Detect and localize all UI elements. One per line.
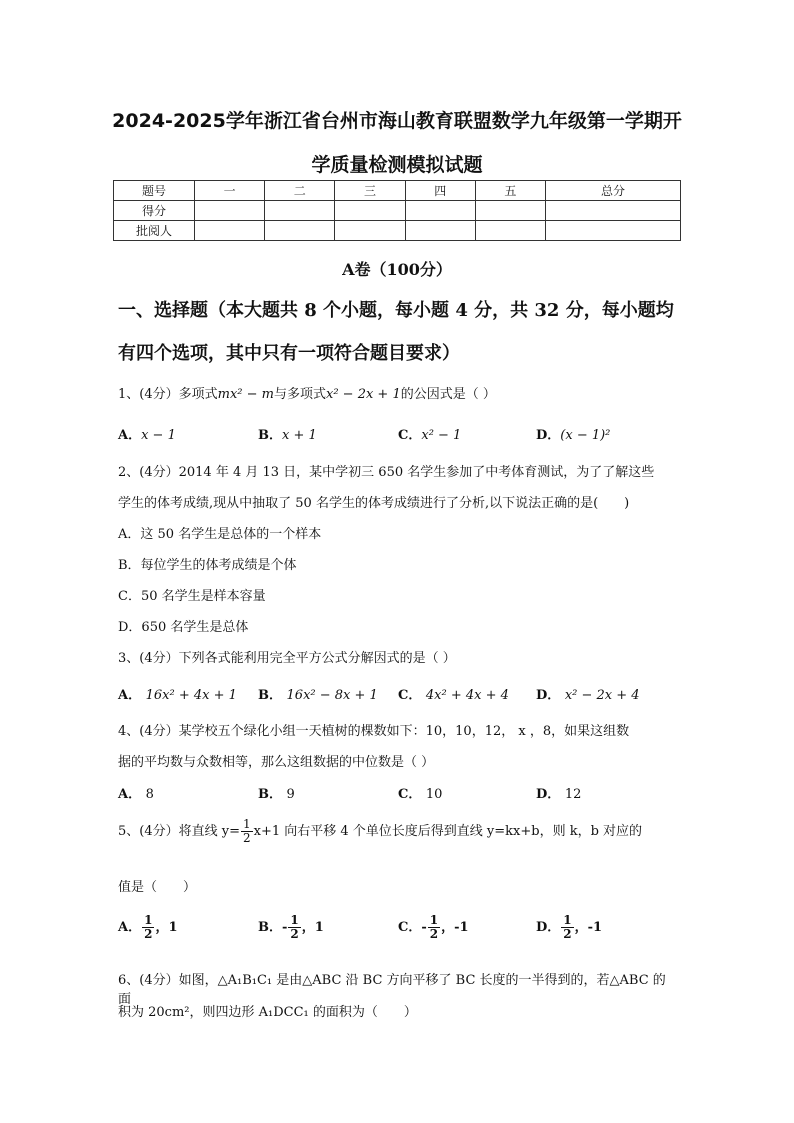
exam-title-line2: 学质量检测模拟试题 — [311, 154, 483, 176]
volume-heading: A卷（100分） — [342, 260, 452, 279]
q2-option-b[interactable]: B．每位学生的体考成绩是个体 — [118, 558, 297, 573]
q2-option-a[interactable]: A．这 50 名学生是总体的一个样本 — [118, 527, 322, 542]
fraction-one-half: $\frac{1}{2}$ — [242, 817, 251, 845]
q1-option-c[interactable]: C．x² − 1 — [398, 428, 462, 443]
score-cell — [546, 221, 681, 241]
section-heading-line1: 一、选择题（本大题共 8 个小题，每小题 4 分，共 32 分，每小题均 — [118, 300, 674, 321]
q1-option-a[interactable]: A．x − 1 — [118, 428, 176, 443]
question-4-line1: 4、(4分）某学校五个绿化小组一天植树的棵数如下：10，10，12， x ，8，如果这组数 — [118, 724, 630, 739]
score-table-row — [114, 201, 681, 221]
question-2-line2: 学生的体考成绩,现从中抽取了 50 名学生的体考成绩进行了分析,以下说法正确的是( ) — [118, 496, 630, 511]
q1-option-d[interactable]: D．(x − 1)² — [536, 428, 611, 443]
score-cell — [405, 201, 475, 221]
q2-option-d[interactable]: D．650 名学生是总体 — [118, 620, 249, 635]
score-cell — [335, 221, 405, 241]
score-cell — [195, 201, 265, 221]
question-3-stem: 3、(4分）下列各式能利用完全平方公式分解因式的是（ ） — [118, 651, 456, 666]
score-cell — [405, 221, 475, 241]
header-cell: 三 — [335, 181, 405, 201]
question-5-line1: 5、(4分）将直线 y= $\frac{1}{2}$ x+1 向右平移 4 个单位长度后得到直线 y=kx+b，则 k，b 对应的 — [118, 817, 643, 845]
section-heading-line2: 有四个选项，其中只有一项符合题目要求） — [118, 343, 460, 364]
q4-option-d[interactable]: D． 12 — [536, 787, 582, 802]
q1-option-b[interactable]: B．x + 1 — [258, 428, 317, 443]
header-cell: 题号 — [114, 181, 195, 201]
q3-option-c[interactable]: C． 4x² + 4x + 4 — [398, 688, 509, 703]
q5-option-b[interactable]: B．- $\frac{1}{2}$ ，1 — [258, 913, 324, 941]
score-cell — [546, 201, 681, 221]
score-table — [113, 180, 681, 241]
score-cell — [265, 201, 335, 221]
question-6-line1: 6、(4分）如图，△A₁B₁C₁ 是由△ABC 沿 BC 方向平移了 BC 长度的一半得到的，若△ABC 的面 — [118, 973, 666, 1007]
question-4-line2: 据的平均数与众数相等，那么这组数据的中位数是（ ） — [118, 755, 435, 770]
q4-option-a[interactable]: A． 8 — [118, 787, 154, 802]
q5-option-d[interactable]: D． $\frac{1}{2}$ ，-1 — [536, 913, 603, 941]
question-2-line1: 2、(4分）2014 年 4 月 13 日，某中学初三 650 名学生参加了中考体育测试，为了了解这些 — [118, 465, 655, 480]
header-cell: 五 — [475, 181, 545, 201]
score-table-header-row — [114, 181, 681, 201]
q3-option-b[interactable]: B． 16x² − 8x + 1 — [258, 688, 378, 703]
exam-title-line1: 2024-2025学年浙江省台州市海山教育联盟数学九年级第一学期开 — [112, 110, 682, 132]
score-cell — [265, 221, 335, 241]
score-table-row — [114, 221, 681, 241]
header-cell: 二 — [265, 181, 335, 201]
q5-option-c[interactable]: C．- $\frac{1}{2}$ ，-1 — [398, 913, 469, 941]
score-cell — [335, 201, 405, 221]
row-label: 批阅人 — [114, 221, 195, 241]
q3-option-a[interactable]: A． 16x² + 4x + 1 — [118, 688, 237, 703]
score-cell — [195, 221, 265, 241]
q5-option-a[interactable]: A． $\frac{1}{2}$ ，1 — [118, 913, 178, 941]
q4-option-b[interactable]: B． 9 — [258, 787, 295, 802]
header-cell: 四 — [405, 181, 475, 201]
q4-option-c[interactable]: C． 10 — [398, 787, 443, 802]
score-cell — [475, 221, 545, 241]
score-cell — [475, 201, 545, 221]
question-1-stem: 1、(4分）多项式mx² − m与多项式x² − 2x + 1的公因式是（ ） — [118, 387, 496, 402]
question-6-line2: 积为 20cm²，则四边形 A₁DCC₁ 的面积为（ ） — [118, 1005, 417, 1020]
q2-option-c[interactable]: C．50 名学生是样本容量 — [118, 589, 266, 604]
header-cell: 总分 — [546, 181, 681, 201]
question-5-line2: 值是（ ） — [118, 880, 197, 895]
row-label: 得分 — [114, 201, 195, 221]
header-cell: 一 — [195, 181, 265, 201]
q3-option-d[interactable]: D． x² − 2x + 4 — [536, 688, 640, 703]
